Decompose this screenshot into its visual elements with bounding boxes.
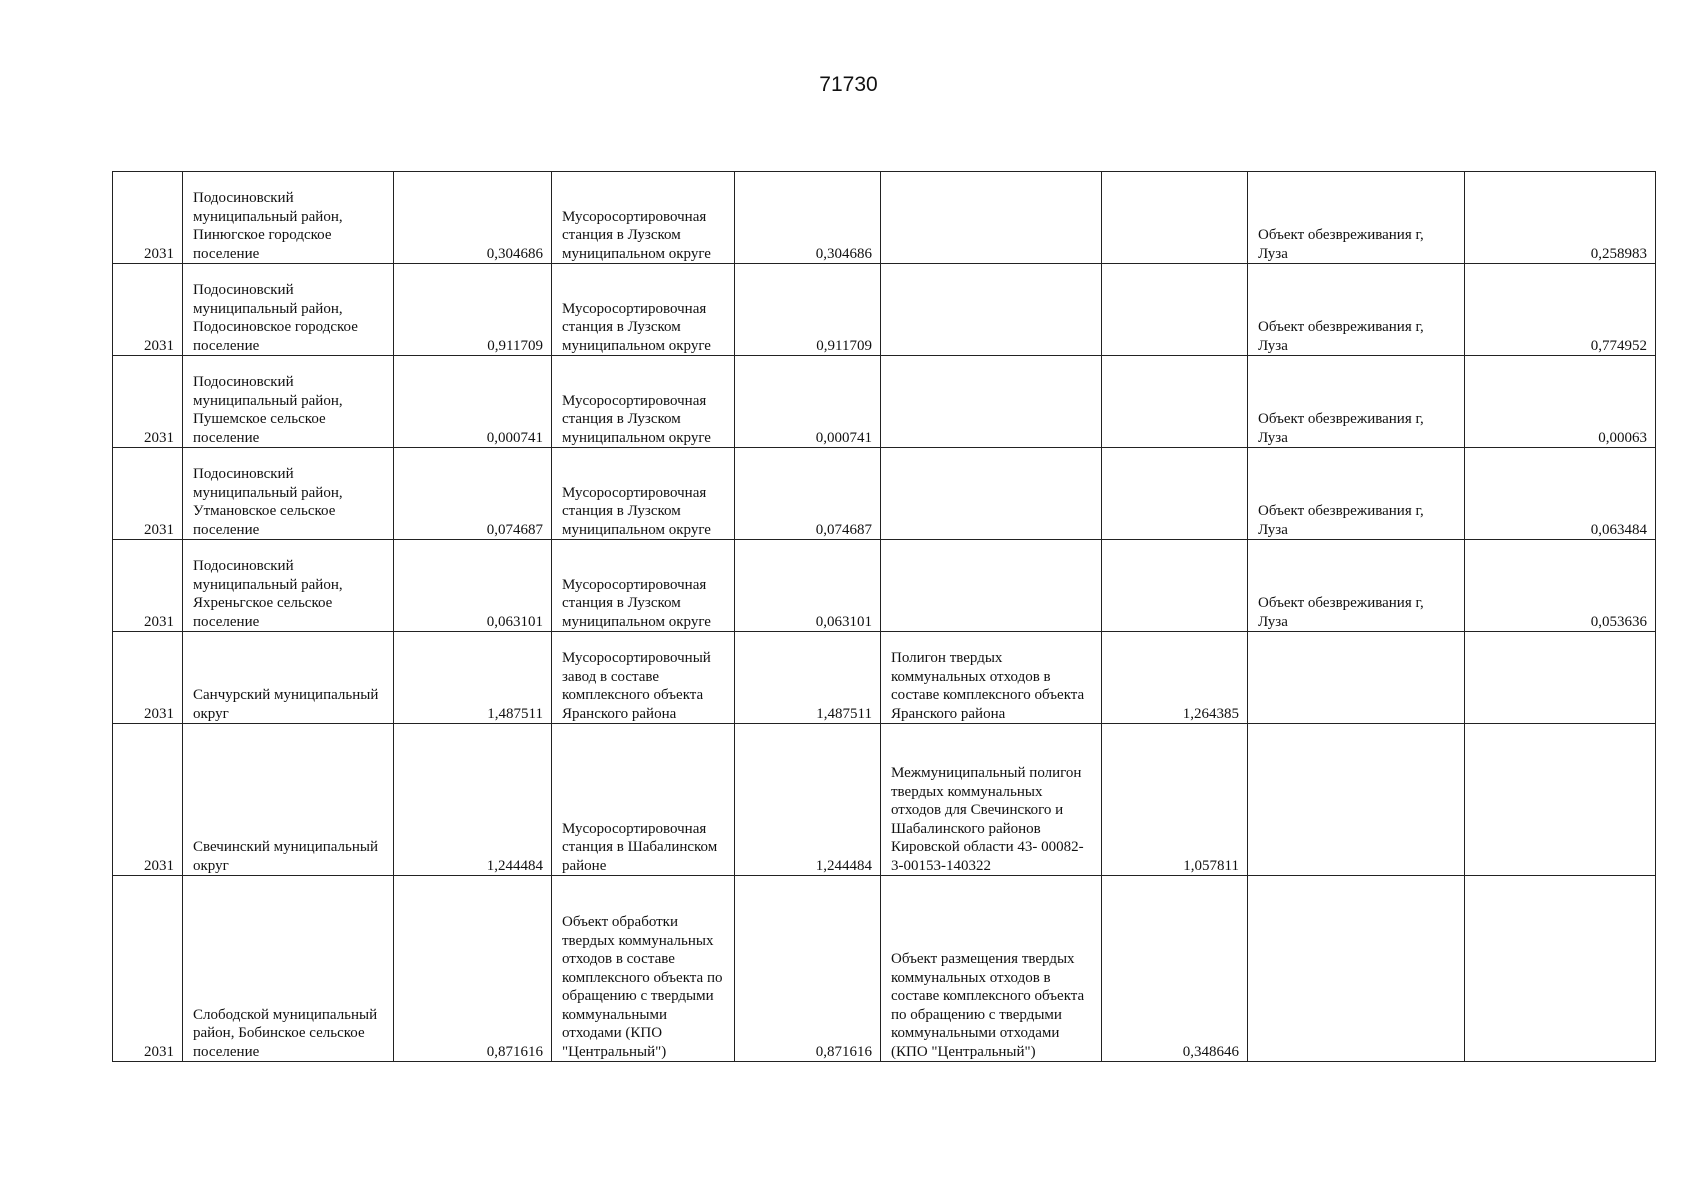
- mass-cell: 0,911709: [394, 264, 552, 356]
- disposal-mass-cell: 1,057811: [1102, 724, 1248, 876]
- neutralization-mass-cell: [1465, 724, 1656, 876]
- disposal-facility-cell: Объект размещения твердых коммунальных отходов в составе комплексного объекта по обращению с твердыми коммунальными отходами (КПО "Центральный"): [881, 876, 1102, 1062]
- year-cell: 2031: [113, 356, 183, 448]
- table-row: [113, 264, 1656, 356]
- table-body: [113, 172, 1656, 1062]
- disposal-facility-cell: [881, 356, 1102, 448]
- table-row: [113, 172, 1656, 264]
- neutralization-facility-cell: [1248, 632, 1465, 724]
- municipality-cell: Подосиновский муниципальный район, Подосиновское городское поселение: [183, 264, 394, 356]
- disposal-facility-cell: Межмуниципальный полигон твердых коммунальных отходов для Свечинского и Шабалинского районов Кировской области 43- 00082-3-00153-140322: [881, 724, 1102, 876]
- neutralization-facility-cell: Объект обезвреживания г, Луза: [1248, 448, 1465, 540]
- disposal-mass-cell: [1102, 172, 1248, 264]
- neutralization-facility-cell: Объект обезвреживания г, Луза: [1248, 356, 1465, 448]
- sorting-mass-cell: 0,074687: [735, 448, 881, 540]
- data-table: [112, 171, 1656, 1062]
- municipality-cell: Подосиновский муниципальный район, Пинюгское городское поселение: [183, 172, 394, 264]
- page-number: 71730: [819, 73, 878, 96]
- mass-cell: 0,000741: [394, 356, 552, 448]
- sorting-facility-cell: Мусоросортировочная станция в Лузском муниципальном округе: [552, 356, 735, 448]
- neutralization-mass-cell: 0,053636: [1465, 540, 1656, 632]
- disposal-mass-cell: [1102, 448, 1248, 540]
- sorting-mass-cell: 0,000741: [735, 356, 881, 448]
- neutralization-facility-cell: Объект обезвреживания г, Луза: [1248, 264, 1465, 356]
- municipality-cell: Слободской муниципальный район, Бобинское сельское поселение: [183, 876, 394, 1062]
- disposal-facility-cell: [881, 264, 1102, 356]
- table-row: [113, 724, 1656, 876]
- sorting-facility-cell: Мусоросортировочная станция в Лузском муниципальном округе: [552, 540, 735, 632]
- neutralization-facility-cell: [1248, 724, 1465, 876]
- year-cell: 2031: [113, 172, 183, 264]
- disposal-mass-cell: 0,348646: [1102, 876, 1248, 1062]
- neutralization-facility-cell: Объект обезвреживания г, Луза: [1248, 172, 1465, 264]
- neutralization-mass-cell: 0,063484: [1465, 448, 1656, 540]
- sorting-mass-cell: 0,304686: [735, 172, 881, 264]
- neutralization-facility-cell: Объект обезвреживания г, Луза: [1248, 540, 1465, 632]
- sorting-facility-cell: Мусоросортировочный завод в составе комплексного объекта Яранского района: [552, 632, 735, 724]
- municipality-cell: Свечинский муниципальный округ: [183, 724, 394, 876]
- year-cell: 2031: [113, 632, 183, 724]
- disposal-facility-cell: [881, 448, 1102, 540]
- municipality-cell: Подосиновский муниципальный район, Яхреньгское сельское поселение: [183, 540, 394, 632]
- year-cell: 2031: [113, 264, 183, 356]
- neutralization-mass-cell: [1465, 876, 1656, 1062]
- neutralization-mass-cell: 0,00063: [1465, 356, 1656, 448]
- municipality-cell: Санчурский муниципальный округ: [183, 632, 394, 724]
- table-row: [113, 448, 1656, 540]
- mass-cell: 0,871616: [394, 876, 552, 1062]
- table-row: [113, 632, 1656, 724]
- sorting-facility-cell: Мусоросортировочная станция в Лузском муниципальном округе: [552, 448, 735, 540]
- disposal-mass-cell: [1102, 356, 1248, 448]
- mass-cell: 0,074687: [394, 448, 552, 540]
- mass-cell: 1,244484: [394, 724, 552, 876]
- sorting-mass-cell: 1,487511: [735, 632, 881, 724]
- disposal-mass-cell: [1102, 540, 1248, 632]
- disposal-mass-cell: 1,264385: [1102, 632, 1248, 724]
- table-row: [113, 876, 1656, 1062]
- neutralization-mass-cell: 0,774952: [1465, 264, 1656, 356]
- disposal-facility-cell: [881, 172, 1102, 264]
- municipality-cell: Подосиновский муниципальный район, Пушемское сельское поселение: [183, 356, 394, 448]
- year-cell: 2031: [113, 448, 183, 540]
- sorting-facility-cell: Объект обработки твердых коммунальных отходов в составе комплексного объекта по обращению с твердыми коммунальными отходами (КПО "Центральный"): [552, 876, 735, 1062]
- table-row: [113, 356, 1656, 448]
- disposal-facility-cell: Полигон твердых коммунальных отходов в составе комплексного объекта Яранского района: [881, 632, 1102, 724]
- sorting-facility-cell: Мусоросортировочная станция в Лузском муниципальном округе: [552, 172, 735, 264]
- mass-cell: 0,063101: [394, 540, 552, 632]
- sorting-mass-cell: 0,063101: [735, 540, 881, 632]
- neutralization-mass-cell: 0,258983: [1465, 172, 1656, 264]
- year-cell: 2031: [113, 876, 183, 1062]
- municipality-cell: Подосиновский муниципальный район, Утмановское сельское поселение: [183, 448, 394, 540]
- year-cell: 2031: [113, 724, 183, 876]
- sorting-mass-cell: 0,871616: [735, 876, 881, 1062]
- disposal-facility-cell: [881, 540, 1102, 632]
- mass-cell: 1,487511: [394, 632, 552, 724]
- mass-cell: 0,304686: [394, 172, 552, 264]
- neutralization-mass-cell: [1465, 632, 1656, 724]
- sorting-mass-cell: 1,244484: [735, 724, 881, 876]
- sorting-facility-cell: Мусоросортировочная станция в Шабалинском районе: [552, 724, 735, 876]
- sorting-facility-cell: Мусоросортировочная станция в Лузском муниципальном округе: [552, 264, 735, 356]
- table-row: [113, 540, 1656, 632]
- disposal-mass-cell: [1102, 264, 1248, 356]
- year-cell: 2031: [113, 540, 183, 632]
- neutralization-facility-cell: [1248, 876, 1465, 1062]
- sorting-mass-cell: 0,911709: [735, 264, 881, 356]
